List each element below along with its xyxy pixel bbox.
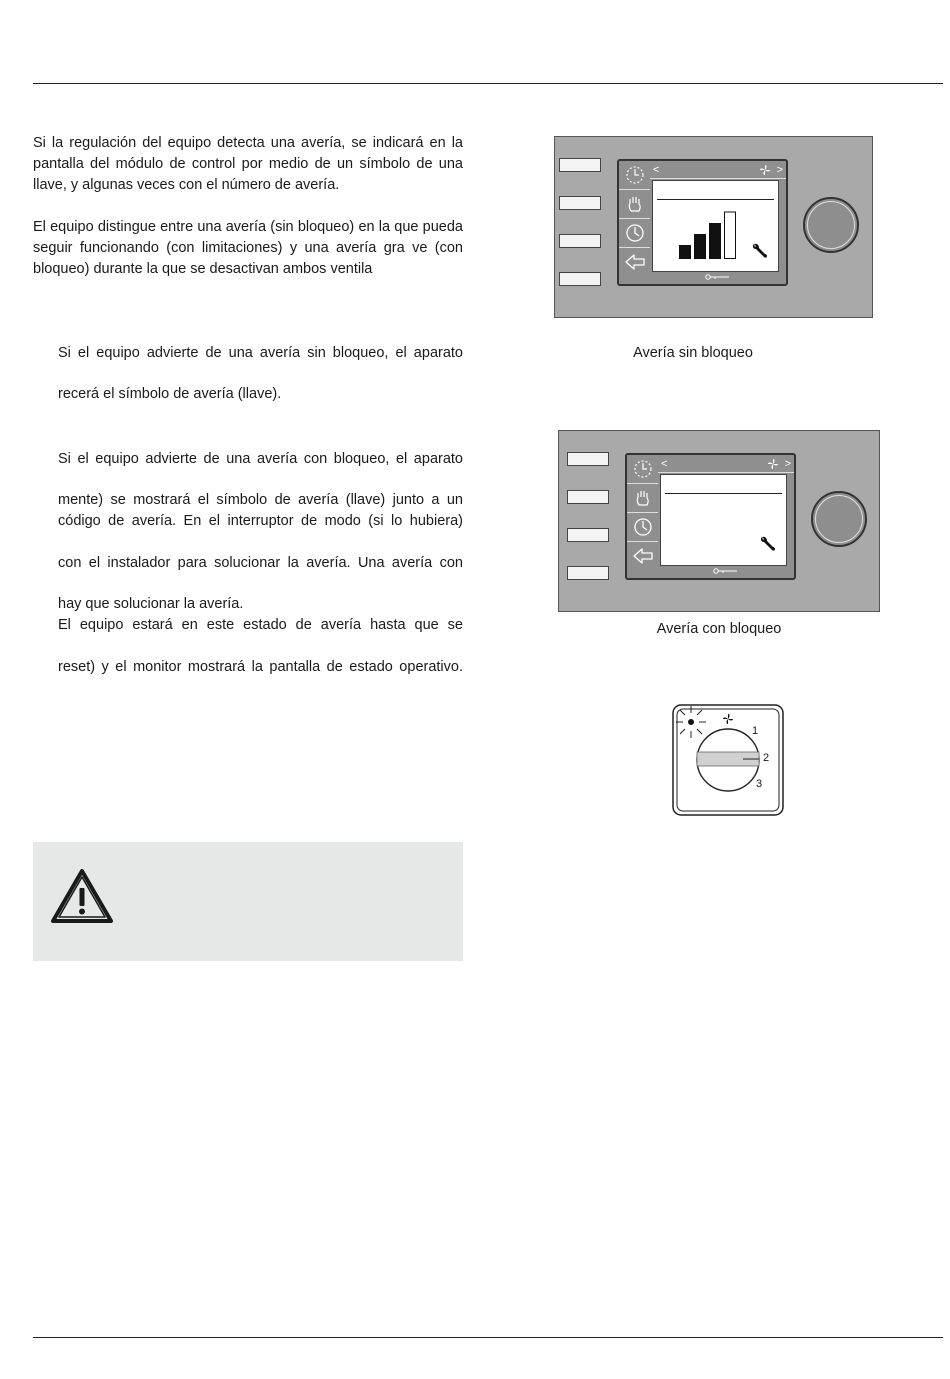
key-icon	[705, 273, 731, 281]
text-line: mente) se mostrará el símbolo de avería (llave) junto a un	[58, 492, 463, 508]
warning-box	[33, 842, 463, 961]
text-line: recerá el símbolo de avería (llave).	[58, 386, 282, 402]
fan-icon	[767, 458, 779, 470]
caption-lockout: Avería con bloqueo	[656, 621, 782, 637]
control-knob[interactable]	[811, 491, 867, 547]
menu-item-schedule[interactable]	[627, 513, 658, 542]
panel-button-2[interactable]	[559, 196, 601, 210]
wrench-icon	[751, 242, 769, 260]
clock-icon	[625, 223, 645, 243]
panel-button-1[interactable]	[559, 158, 601, 172]
panel-button-3[interactable]	[567, 528, 609, 542]
hand-icon	[633, 488, 653, 508]
display-bezel	[617, 159, 788, 286]
fan-icon	[759, 164, 771, 176]
chevron-right-icon[interactable]: >	[776, 163, 783, 176]
lcd-divider	[657, 199, 774, 200]
caption-no-lockout: Avería sin bloqueo	[633, 345, 753, 361]
indicator-led-blinking	[672, 704, 712, 744]
paragraph-intro: Si la regulación del equipo detecta una avería, se indicará en la pantalla del módulo de control por medio de un símbolo de una llave, y algunas veces con el número de avería.	[33, 135, 463, 193]
back-arrow-icon	[632, 547, 654, 565]
text-line: reset) y el monitor mostrará la pantalla de estado operativo.	[58, 659, 463, 675]
menu-item-schedule[interactable]	[619, 219, 650, 248]
display-bezel	[625, 453, 796, 580]
switch-position-1: 1	[752, 725, 759, 737]
menu-item-back[interactable]	[627, 542, 658, 570]
panel-button-2[interactable]	[567, 490, 609, 504]
lcd-screen	[652, 180, 779, 272]
switch-position-3: 3	[756, 778, 763, 790]
text-line: código de avería. En el interruptor de modo (si lo hubiera)	[58, 513, 463, 529]
lcd-screen	[660, 474, 787, 566]
back-arrow-icon	[624, 253, 646, 271]
control-knob[interactable]	[803, 197, 859, 253]
lcd-divider	[665, 493, 782, 494]
chevron-left-icon[interactable]: <	[661, 457, 668, 470]
menu-icon-column	[619, 161, 650, 284]
clock-icon	[633, 517, 653, 537]
panel-button-4[interactable]	[567, 566, 609, 580]
display-top-bar	[650, 161, 786, 179]
key-icon	[713, 567, 739, 575]
fan-level-bars	[679, 209, 749, 261]
text-line: Si el equipo advierte de una avería con bloqueo, el aparato	[58, 451, 463, 467]
paragraph-types: El equipo distingue entre una avería (sin bloqueo) en la que pueda seguir funcionando (con limitaciones) y una avería gra ve (con bloqueo) durante la que se desactivan ambos ventila	[33, 219, 463, 277]
menu-item-timer[interactable]	[619, 161, 650, 190]
menu-item-back[interactable]	[619, 248, 650, 276]
top-rule	[33, 83, 943, 84]
chevron-left-icon[interactable]: <	[653, 163, 660, 176]
chevron-right-icon[interactable]: >	[784, 457, 791, 470]
panel-button-1[interactable]	[567, 452, 609, 466]
control-panel-lockout	[558, 430, 880, 612]
panel-button-3[interactable]	[559, 234, 601, 248]
menu-icon-column	[627, 455, 658, 578]
warning-icon	[49, 867, 115, 925]
control-panel-no-lockout	[554, 136, 873, 318]
menu-item-manual[interactable]	[627, 484, 658, 513]
text-line: Si el equipo advierte de una avería sin bloqueo, el aparato	[58, 345, 463, 361]
switch-position-2: 2	[763, 752, 770, 764]
wrench-icon	[759, 535, 777, 553]
menu-item-timer[interactable]	[627, 455, 658, 484]
display-top-bar	[658, 455, 794, 473]
panel-button-4[interactable]	[559, 272, 601, 286]
text-line: con el instalador para solucionar la avería. Una avería con	[58, 555, 463, 571]
clock-icon	[625, 165, 645, 185]
bottom-rule	[33, 1337, 943, 1338]
clock-icon	[633, 459, 653, 479]
text-line: hay que solucionar la avería.	[58, 596, 244, 612]
menu-item-manual[interactable]	[619, 190, 650, 219]
fan-icon	[722, 713, 734, 725]
text-line: El equipo estará en este estado de avería hasta que se	[58, 617, 463, 633]
mode-switch	[672, 704, 784, 816]
hand-icon	[625, 194, 645, 214]
